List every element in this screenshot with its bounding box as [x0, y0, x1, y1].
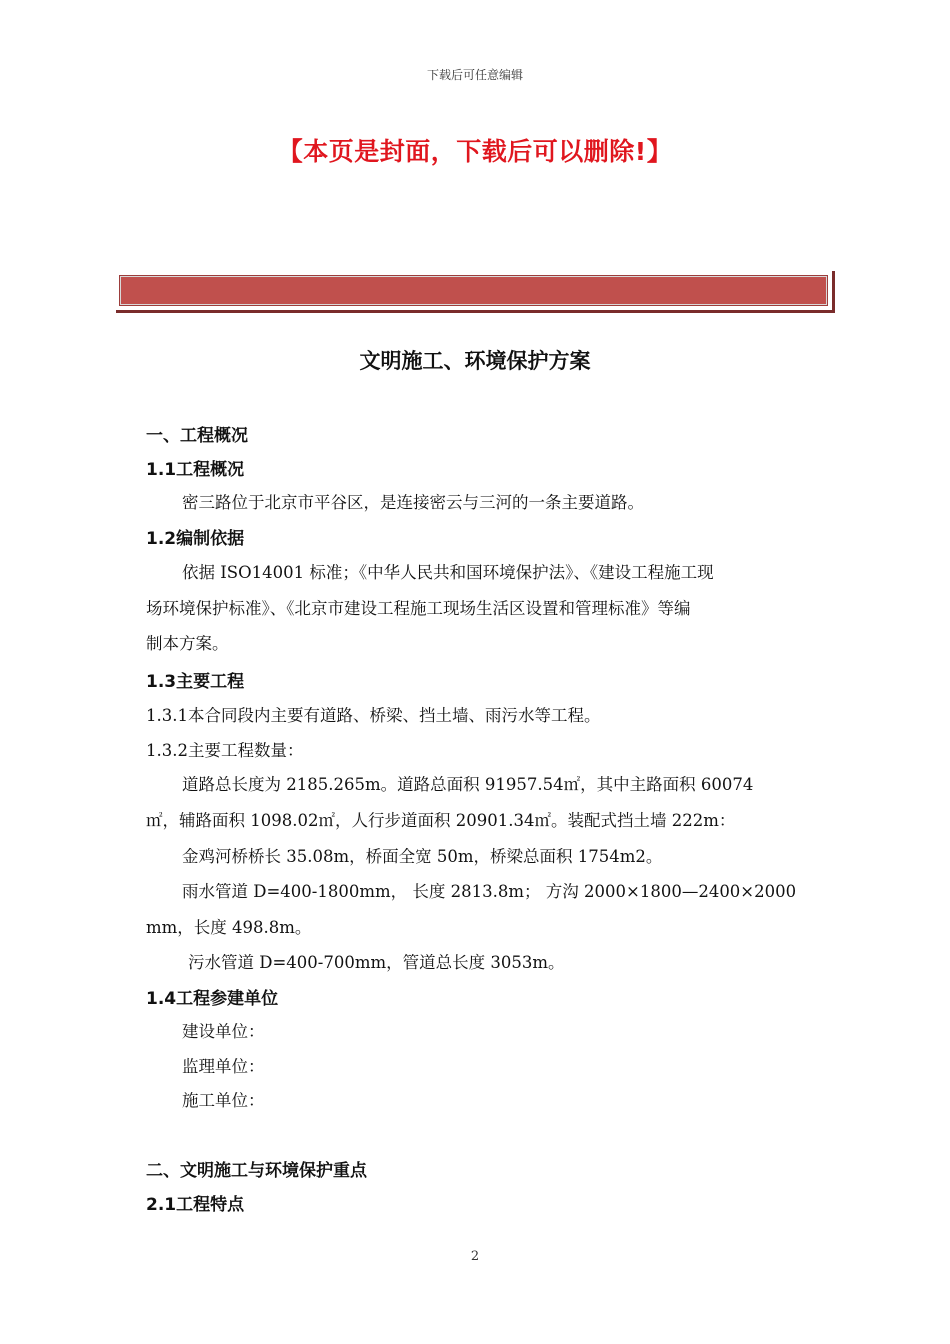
unit-builder: 施工单位：	[182, 1091, 265, 1110]
bridge-line: 金鸡河桥桥长 35.08m，桥面全宽 50m，桥梁总面积 1754m2。	[182, 847, 663, 866]
basis-line-1: 依据 ISO14001 标准；《中华人民共和国环境保护法》、《建设工程施工现	[182, 563, 714, 582]
section-1-1-text: 密三路位于北京市平谷区，是连接密云与三河的一条主要道路。	[182, 493, 644, 512]
document-title: 文明施工、环境保护方案	[359, 349, 591, 373]
section-1-1-heading: 1.1工程概况	[146, 460, 245, 480]
section-2-heading: 二、文明施工与环境保护重点	[146, 1161, 367, 1181]
decorative-banner	[119, 275, 828, 306]
section-1-4-heading: 1.4工程参建单位	[146, 989, 279, 1009]
unit-supervision: 监理单位：	[182, 1057, 265, 1076]
unit-construction: 建设单位：	[182, 1022, 265, 1041]
sewage-line: 污水管道 D=400-700mm，管道总长度 3053m。	[188, 953, 565, 972]
basis-line-2: 场环境保护标准》、《北京市建设工程施工现场生活区设置和管理标准》等编	[146, 599, 691, 618]
section-1-3-heading: 1.3主要工程	[146, 672, 245, 692]
rain-pipe-line-1: 雨水管道 D=400-1800mm， 长度 2813.8m； 方沟 2000×1800—2400×2000	[182, 882, 797, 901]
page-number: 2	[470, 1249, 480, 1264]
section-1-3-2: 1.3.2主要工程数量：	[146, 741, 304, 760]
section-1-3-1: 1.3.1本合同段内主要有道路、桥梁、挡土墙、雨污水等工程。	[146, 706, 601, 725]
cover-note: 【本页是封面，下载后可以删除!】	[277, 137, 673, 166]
section-1-heading: 一、工程概况	[146, 426, 248, 446]
section-1-2-heading: 1.2编制依据	[146, 529, 245, 549]
rain-pipe-line-2: mm，长度 498.8m。	[146, 918, 312, 937]
header-note: 下载后可任意编辑	[426, 68, 523, 82]
road-line-2: ㎡，辅路面积 1098.02㎡，人行步道面积 20901.34㎡。装配式挡土墙 222m：	[146, 811, 736, 830]
basis-line-3: 制本方案。	[146, 634, 229, 653]
section-2-1-heading: 2.1工程特点	[146, 1195, 245, 1215]
road-line-1: 道路总长度为 2185.265m。道路总面积 91957.54㎡，其中主路面积 60074	[182, 775, 754, 794]
